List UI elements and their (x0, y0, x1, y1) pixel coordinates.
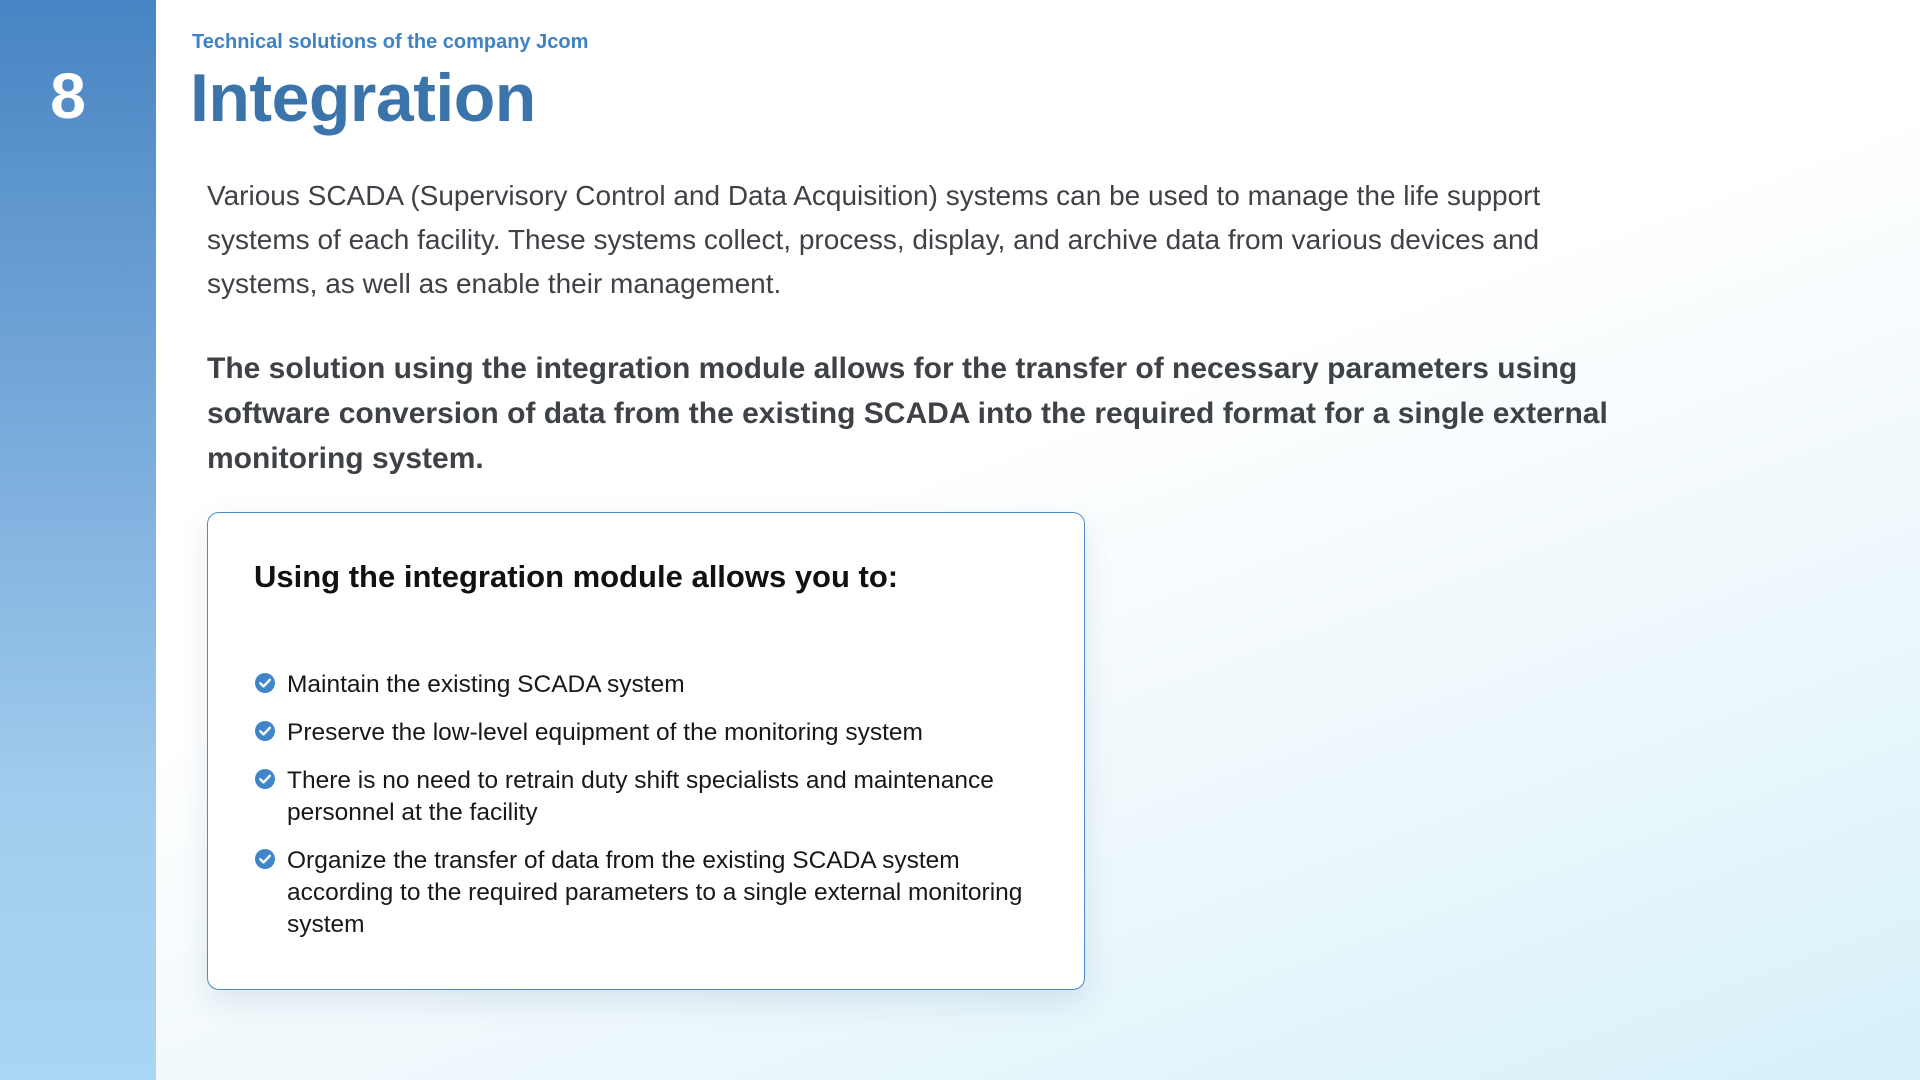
check-circle-icon (254, 672, 276, 694)
check-circle-icon (254, 768, 276, 790)
list-item-text: There is no need to retrain duty shift specialists and maintenance personnel at the facility (287, 767, 994, 826)
list-item (254, 669, 1054, 701)
card-heading: Using the integration module allows you to: (254, 559, 899, 594)
slide-number: 8 (50, 60, 86, 132)
intro-paragraph: Various SCADA (Supervisory Control and Data Acquisition) systems can be used to manage the life support systems of each facility. These systems collect, process, display, and archive data from various devices and systems, as well as enable their management. (207, 180, 1541, 299)
check-circle-icon (254, 848, 276, 870)
list-item-text: Organize the transfer of data from the existing SCADA system according to the required parameters to a single external monitoring system (287, 847, 1023, 938)
benefits-list (254, 669, 1054, 957)
list-item (254, 717, 1054, 749)
list-item (254, 845, 1054, 941)
check-circle-icon (254, 720, 276, 742)
list-item (254, 765, 1054, 829)
benefits-card (207, 512, 1085, 990)
sidebar-band (0, 0, 156, 1080)
highlight-paragraph: The solution using the integration module allows for the transfer of necessary parameters using software conversion of data from the existing SCADA into the required format for a single external monitoring system. (207, 352, 1608, 475)
page-title: Integration (190, 60, 536, 136)
slide-subtitle: Technical solutions of the company Jcom (192, 31, 589, 53)
list-item-text: Preserve the low-level equipment of the monitoring system (287, 719, 923, 746)
list-item-text: Maintain the existing SCADA system (287, 671, 685, 698)
